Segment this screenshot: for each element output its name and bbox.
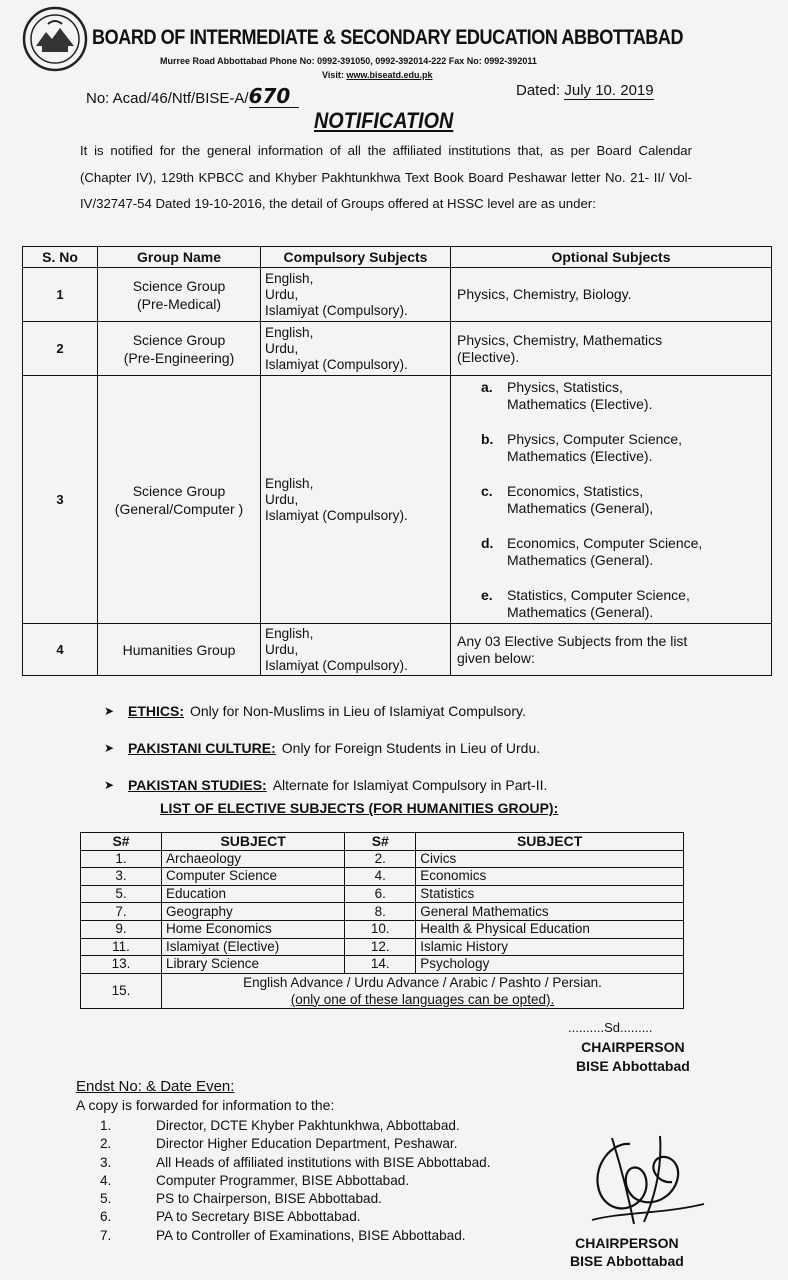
list-item bbox=[100, 1136, 491, 1154]
optional-subjects bbox=[451, 322, 772, 376]
cell-sno: 1. bbox=[81, 850, 162, 868]
compulsory-item: Urdu, bbox=[265, 491, 299, 507]
table-row bbox=[81, 885, 684, 903]
cell-subject: Computer Science bbox=[162, 868, 345, 886]
groups-header-row bbox=[23, 247, 772, 268]
table-row bbox=[23, 268, 772, 322]
group-name-subline: (Pre-Engineering) bbox=[123, 349, 235, 366]
list-item bbox=[481, 587, 770, 621]
list-item bbox=[100, 1228, 491, 1246]
list-item bbox=[100, 1191, 491, 1209]
languages-note: (only one of these languages can be opted). bbox=[290, 991, 555, 1007]
reference-number bbox=[86, 84, 299, 108]
cell-subject: Islamic History bbox=[416, 938, 684, 956]
optional-line: Physics, Chemistry, Mathematics bbox=[457, 331, 663, 348]
option-letter: d. bbox=[481, 534, 494, 551]
signed-mark: ..........Sd......... bbox=[568, 1020, 653, 1035]
option-list bbox=[457, 379, 770, 621]
compulsory-item: Urdu, bbox=[265, 340, 299, 356]
row-sno: 3 bbox=[23, 376, 98, 624]
electives-header-row bbox=[81, 833, 684, 851]
cell-sno: 4. bbox=[345, 868, 416, 886]
dated-line bbox=[516, 82, 654, 99]
cell-sno: 11. bbox=[81, 938, 162, 956]
compulsory-item: Urdu, bbox=[265, 286, 299, 302]
list-item bbox=[100, 1155, 491, 1173]
endorsement-signoff bbox=[570, 1234, 684, 1270]
group-name: Humanities Group bbox=[98, 624, 261, 676]
cell-sno: 3. bbox=[81, 868, 162, 886]
electives-table bbox=[80, 832, 684, 1009]
list-item bbox=[100, 1173, 491, 1191]
table-row bbox=[81, 903, 684, 921]
option-line: Mathematics (General). bbox=[507, 551, 654, 568]
intro-paragraph: It is notified for the general information of all the affiliated institutions that, as per Board Calendar (Chapter IV), 129th KPBCC and Khyber Pakhtunkhwa Text Book Board Peshawar letter No. 21- II/ Vol-IV/32747-54 Dated 19-10-2016, the detail of Groups offered at HSSC level are as under: bbox=[80, 143, 692, 211]
visit-label: Visit: bbox=[322, 70, 344, 80]
board-logo-icon bbox=[22, 6, 88, 72]
cell-sno: 8. bbox=[345, 903, 416, 921]
compulsory-item: English, bbox=[265, 625, 314, 641]
signoff-title: CHAIRPERSON bbox=[575, 1235, 679, 1251]
notification-title: NOTIFICATION bbox=[314, 108, 454, 133]
cell-subject: Statistics bbox=[416, 885, 684, 903]
table-row bbox=[81, 973, 684, 1008]
item-number: 4. bbox=[100, 1172, 112, 1188]
item-number: 5. bbox=[100, 1191, 112, 1207]
cell-sno: 12. bbox=[345, 938, 416, 956]
handwritten-signature-icon bbox=[572, 1124, 712, 1234]
row-sno: 4 bbox=[23, 624, 98, 676]
cell-subject: Islamiyat (Elective) bbox=[162, 938, 345, 956]
table-row bbox=[23, 376, 772, 624]
cell-sno: 6. bbox=[345, 885, 416, 903]
item-number: 3. bbox=[100, 1154, 112, 1170]
signoff-org: BISE Abbottabad bbox=[570, 1253, 684, 1269]
row-sno: 1 bbox=[23, 268, 98, 322]
item-text: Director Higher Education Department, Peshawar. bbox=[156, 1136, 458, 1152]
compulsory-item: English, bbox=[265, 270, 314, 286]
dated-label: Dated: bbox=[516, 82, 561, 99]
option-letter: c. bbox=[481, 482, 493, 499]
note-text: Only for Foreign Students in Lieu of Urdu. bbox=[281, 739, 541, 756]
table-row bbox=[81, 868, 684, 886]
item-number: 6. bbox=[100, 1209, 112, 1225]
table-row bbox=[81, 956, 684, 974]
col-header-subject: SUBJECT bbox=[162, 833, 345, 851]
item-number: 7. bbox=[100, 1227, 112, 1243]
option-letter: e. bbox=[481, 586, 493, 603]
note-key: PAKISTAN STUDIES: bbox=[128, 776, 267, 793]
group-name-subline: (Pre-Medical) bbox=[136, 295, 221, 312]
arrow-bullet-icon: ➤ bbox=[104, 740, 115, 755]
col-header-sno: S. No bbox=[23, 247, 98, 268]
dated-value: July 10. 2019 bbox=[564, 82, 654, 99]
arrow-bullet-icon: ➤ bbox=[104, 703, 115, 718]
cell-sno: 2. bbox=[345, 850, 416, 868]
option-letter: a. bbox=[481, 378, 493, 395]
signoff-title: CHAIRPERSON bbox=[581, 1039, 685, 1055]
compulsory-subjects bbox=[261, 268, 451, 322]
compulsory-item: Urdu, bbox=[265, 641, 299, 657]
optional-line: (Elective). bbox=[457, 348, 520, 365]
option-line: Physics, Computer Science, bbox=[507, 430, 683, 447]
signoff-org: BISE Abbottabad bbox=[576, 1058, 690, 1074]
cell-sno: 14. bbox=[345, 956, 416, 974]
option-line: Economics, Computer Science, bbox=[507, 534, 703, 551]
ref-prefix: No: Acad/46/Ntf/BISE-A/ bbox=[86, 90, 249, 107]
signoff-block bbox=[576, 1038, 690, 1076]
list-item bbox=[100, 1118, 491, 1136]
optional-line: Any 03 Elective Subjects from the list bbox=[457, 632, 688, 649]
cell-subject: Health & Physical Education bbox=[416, 920, 684, 938]
group-name bbox=[98, 322, 261, 376]
option-line: Mathematics (Elective). bbox=[507, 395, 653, 412]
list-item bbox=[481, 535, 770, 569]
note-text: Alternate for Islamiyat Compulsory in Part-II. bbox=[272, 776, 548, 793]
col-header-sno: S# bbox=[81, 833, 162, 851]
row-sno: 2 bbox=[23, 322, 98, 376]
group-name-line: Science Group bbox=[132, 331, 226, 348]
endorsement-title: Endst No: & Date Even: bbox=[76, 1078, 235, 1095]
cell-subject: General Mathematics bbox=[416, 903, 684, 921]
compulsory-subjects bbox=[261, 624, 451, 676]
groups-table bbox=[22, 246, 772, 676]
optional-subjects bbox=[451, 624, 772, 676]
item-text: PS to Chairperson, BISE Abbottabad. bbox=[156, 1191, 382, 1207]
compulsory-item: Islamiyat (Compulsory). bbox=[265, 507, 408, 523]
list-item bbox=[104, 766, 547, 803]
col-header-subject: SUBJECT bbox=[416, 833, 684, 851]
cell-subject: Library Science bbox=[162, 956, 345, 974]
item-text: Director, DCTE Khyber Pakhtunkhwa, Abbottabad. bbox=[156, 1118, 460, 1133]
notes-list bbox=[104, 692, 547, 803]
table-row bbox=[23, 624, 772, 676]
cell-sno: 15. bbox=[81, 973, 162, 1008]
list-item bbox=[481, 379, 770, 413]
optional-subjects: Physics, Chemistry, Biology. bbox=[451, 268, 772, 322]
optional-line: given below: bbox=[457, 649, 535, 666]
list-item bbox=[104, 729, 547, 766]
cell-subject: Economics bbox=[416, 868, 684, 886]
item-text: Computer Programmer, BISE Abbottabad. bbox=[156, 1172, 410, 1188]
col-header-sno: S# bbox=[345, 833, 416, 851]
group-name-line: Science Group bbox=[132, 482, 226, 499]
table-row bbox=[23, 322, 772, 376]
option-line: Economics, Statistics, bbox=[507, 482, 644, 499]
compulsory-subjects bbox=[261, 376, 451, 624]
group-name-line: Science Group bbox=[132, 277, 226, 294]
cell-subject: Archaeology bbox=[162, 850, 345, 868]
compulsory-item: English, bbox=[265, 324, 314, 340]
compulsory-item: Islamiyat (Compulsory). bbox=[265, 302, 408, 318]
cell-sno: 7. bbox=[81, 903, 162, 921]
compulsory-subjects bbox=[261, 322, 451, 376]
compulsory-item: Islamiyat (Compulsory). bbox=[265, 657, 408, 673]
note-key: PAKISTANI CULTURE: bbox=[128, 739, 276, 756]
arrow-bullet-icon: ➤ bbox=[104, 777, 115, 792]
item-number: 2. bbox=[100, 1136, 112, 1152]
option-line: Physics, Statistics, bbox=[507, 378, 623, 395]
board-name: BOARD OF INTERMEDIATE & SECONDARY EDUCATION ABBOTTABAD bbox=[92, 26, 684, 49]
list-item bbox=[104, 692, 547, 729]
cell-subject: Civics bbox=[416, 850, 684, 868]
item-number: 1. bbox=[100, 1118, 112, 1133]
table-row bbox=[81, 938, 684, 956]
option-line: Mathematics (General), bbox=[507, 499, 654, 516]
option-line: Mathematics (General). bbox=[507, 603, 654, 620]
item-text: PA to Secretary BISE Abbottabad. bbox=[156, 1209, 361, 1225]
note-key: ETHICS: bbox=[128, 702, 184, 719]
option-line: Statistics, Computer Science, bbox=[507, 586, 690, 603]
list-item bbox=[481, 483, 770, 517]
compulsory-item: English, bbox=[265, 475, 314, 491]
list-item bbox=[481, 431, 770, 465]
table-row bbox=[81, 850, 684, 868]
optional-subjects bbox=[451, 376, 772, 624]
cell-languages bbox=[162, 973, 684, 1008]
cell-subject: Geography bbox=[162, 903, 345, 921]
group-name bbox=[98, 268, 261, 322]
item-text: All Heads of affiliated institutions with BISE Abbottabad. bbox=[156, 1154, 491, 1170]
list-item bbox=[100, 1209, 491, 1227]
group-name-subline: (General/Computer ) bbox=[114, 500, 244, 517]
endorsement-intro: A copy is forwarded for information to the: bbox=[76, 1097, 335, 1113]
website-line bbox=[322, 70, 433, 80]
contact-line: Murree Road Abbottabad Phone No: 0992-391050, 0992-392014-222 Fax No: 0992-392011 bbox=[160, 56, 537, 66]
electives-title: LIST OF ELECTIVE SUBJECTS (FOR HUMANITIES GROUP): bbox=[160, 800, 559, 816]
cell-subject: Education bbox=[162, 885, 345, 903]
group-name bbox=[98, 376, 261, 624]
cell-sno: 10. bbox=[345, 920, 416, 938]
item-text: PA to Controller of Examinations, BISE Abbottabad. bbox=[156, 1227, 466, 1243]
cell-subject: Home Economics bbox=[162, 920, 345, 938]
col-header-compulsory: Compulsory Subjects bbox=[261, 247, 451, 268]
table-row bbox=[81, 920, 684, 938]
cell-sno: 5. bbox=[81, 885, 162, 903]
col-header-optional: Optional Subjects bbox=[451, 247, 772, 268]
col-header-group-name: Group Name bbox=[98, 247, 261, 268]
cell-sno: 13. bbox=[81, 956, 162, 974]
note-text: Only for Non-Muslims in Lieu of Islamiyat Compulsory. bbox=[190, 702, 526, 719]
ref-number-handwritten: 670 bbox=[248, 84, 291, 108]
endorsement-header bbox=[76, 1078, 334, 1114]
option-letter: b. bbox=[481, 430, 494, 447]
cell-subject: Psychology bbox=[416, 956, 684, 974]
cell-sno: 9. bbox=[81, 920, 162, 938]
copy-recipients-list bbox=[100, 1118, 491, 1246]
compulsory-item: Islamiyat (Compulsory). bbox=[265, 356, 408, 372]
option-line: Mathematics (Elective). bbox=[507, 447, 653, 464]
languages-line: English Advance / Urdu Advance / Arabic / Pashto / Persian. bbox=[243, 974, 602, 990]
website-link[interactable]: www.biseatd.edu.pk bbox=[346, 70, 433, 80]
